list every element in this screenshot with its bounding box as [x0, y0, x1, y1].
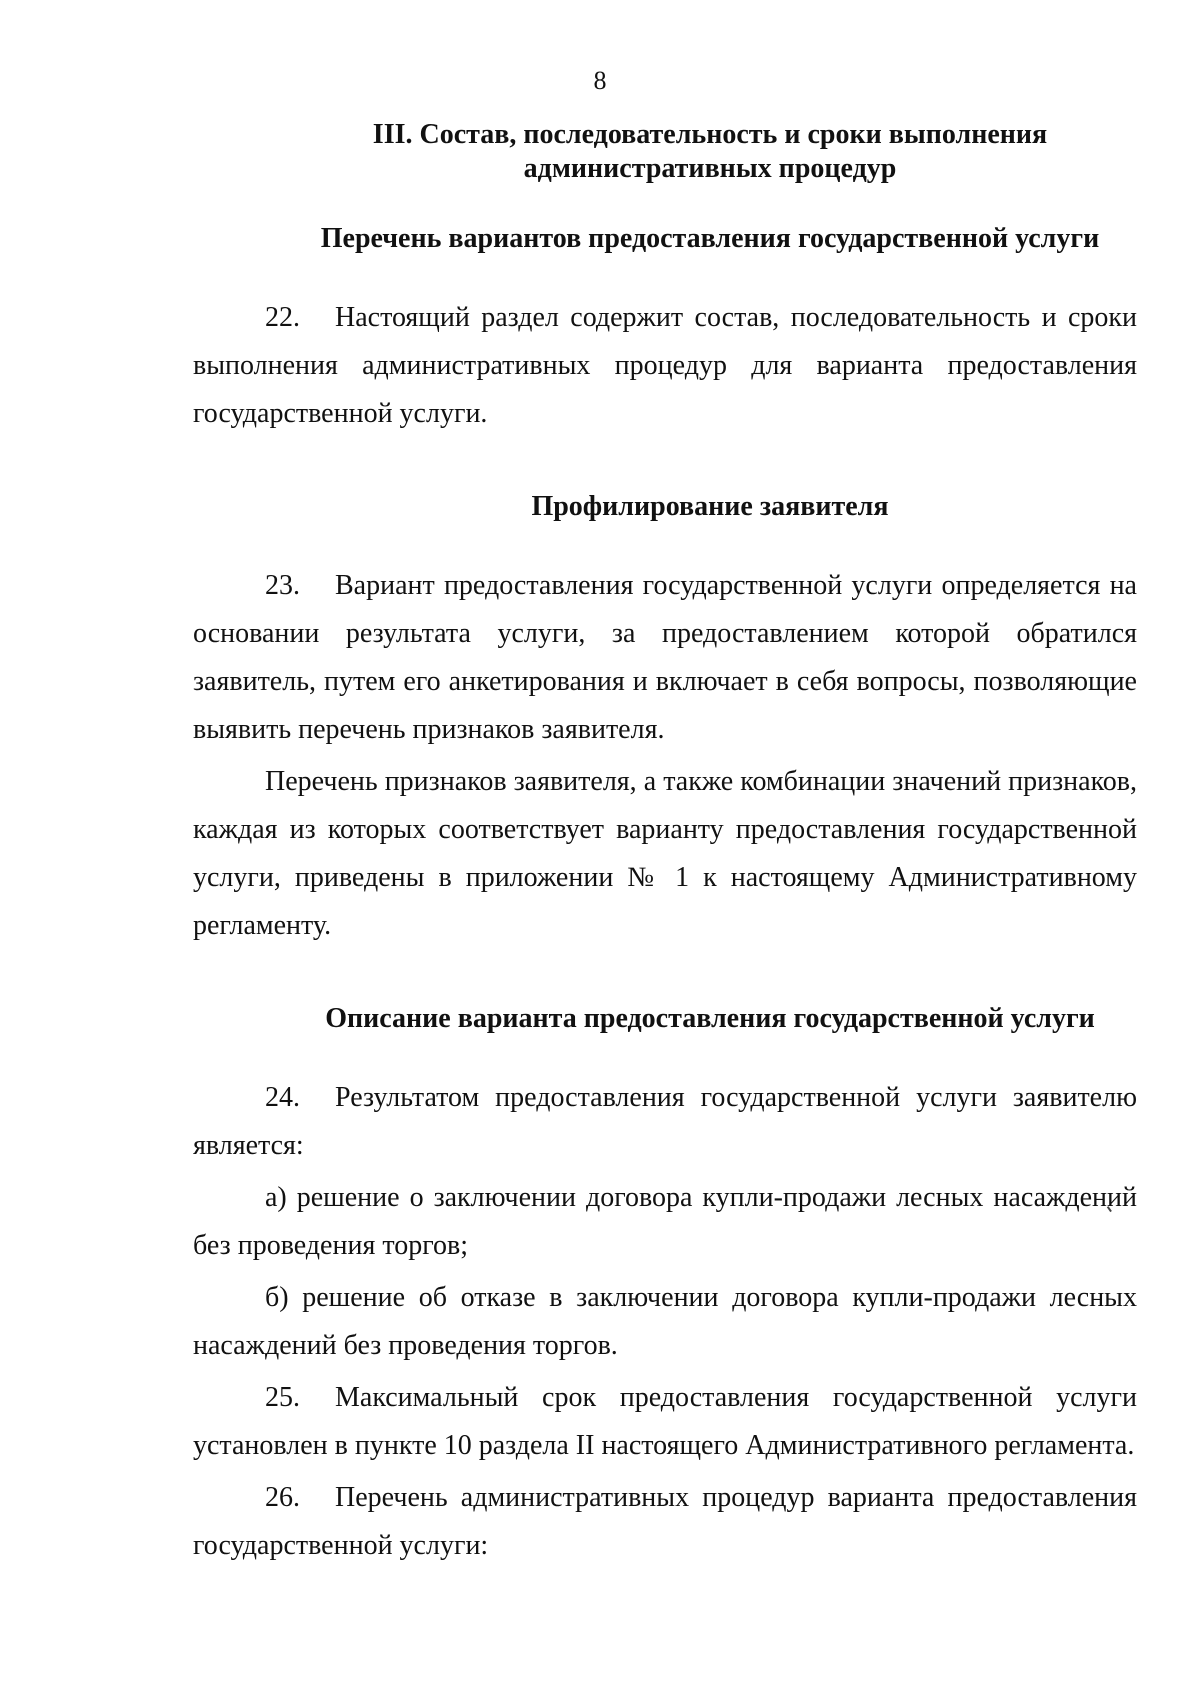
- list-item-a: [193, 1174, 1137, 1270]
- paragraph-text: а) решение о заключении договора купли-продажи лесных насаждений без проведения торгов;: [193, 1182, 1137, 1261]
- page-content: [193, 118, 1137, 1570]
- paragraph-text: Перечень признаков заявителя, а также комбинации значений признаков, каждая из которых соответствует варианту предоставления государственной услуги, приведены в приложении № 1 к настоящему Административному регламенту.: [193, 766, 1137, 941]
- list-item-b: [193, 1274, 1137, 1370]
- paragraph-number: 25.: [265, 1382, 300, 1413]
- section-title: [283, 118, 1137, 186]
- paragraph-text: Вариант предоставления государственной услуги определяется на основании результата услуги, за предоставлением которой обратился заявитель, путем его анкетирования и включает в себя вопросы, позволяющие выявить перечень признаков заявителя.: [193, 570, 1137, 745]
- section-title-line-2: административных процедур: [523, 153, 897, 184]
- paragraph-24: [193, 1074, 1137, 1170]
- page-number: 8: [593, 66, 607, 95]
- section-title-line-1: III. Состав, последовательность и сроки выполнения: [372, 119, 1048, 150]
- paragraph-23-continuation: [193, 758, 1137, 950]
- paragraph-number: 22.: [265, 302, 300, 333]
- subsection-heading-profiling: Профилирование заявителя: [531, 491, 889, 522]
- paragraph-23: [193, 562, 1137, 754]
- paragraph-text: Максимальный срок предоставления государственной услуги установлен в пункте 10 раздела II настоящего Административного регламента.: [193, 1382, 1137, 1461]
- paragraph-text: б) решение об отказе в заключении договора купли-продажи лесных насаждений без проведения торгов.: [193, 1282, 1137, 1361]
- paragraph-text: Перечень административных процедур варианта предоставления государственной услуги:: [193, 1482, 1137, 1561]
- subsection-heading-description: Описание варианта предоставления государственной услуги: [325, 1003, 1095, 1034]
- paragraph-number: 26.: [265, 1482, 300, 1513]
- paragraph-text: Настоящий раздел содержит состав, последовательность и сроки выполнения административных процедур для варианта предоставления государственной услуги.: [193, 302, 1137, 429]
- subsection-heading-variants: Перечень вариантов предоставления государственной услуги: [320, 223, 1100, 254]
- paragraph-number: 23.: [265, 570, 300, 601]
- paragraph-26: [193, 1474, 1137, 1570]
- paragraph-text: Результатом предоставления государственной услуги заявителю является:: [193, 1082, 1137, 1161]
- paragraph-25: [193, 1374, 1137, 1470]
- paragraph-number: 24.: [265, 1082, 300, 1113]
- paragraph-22: [193, 294, 1137, 438]
